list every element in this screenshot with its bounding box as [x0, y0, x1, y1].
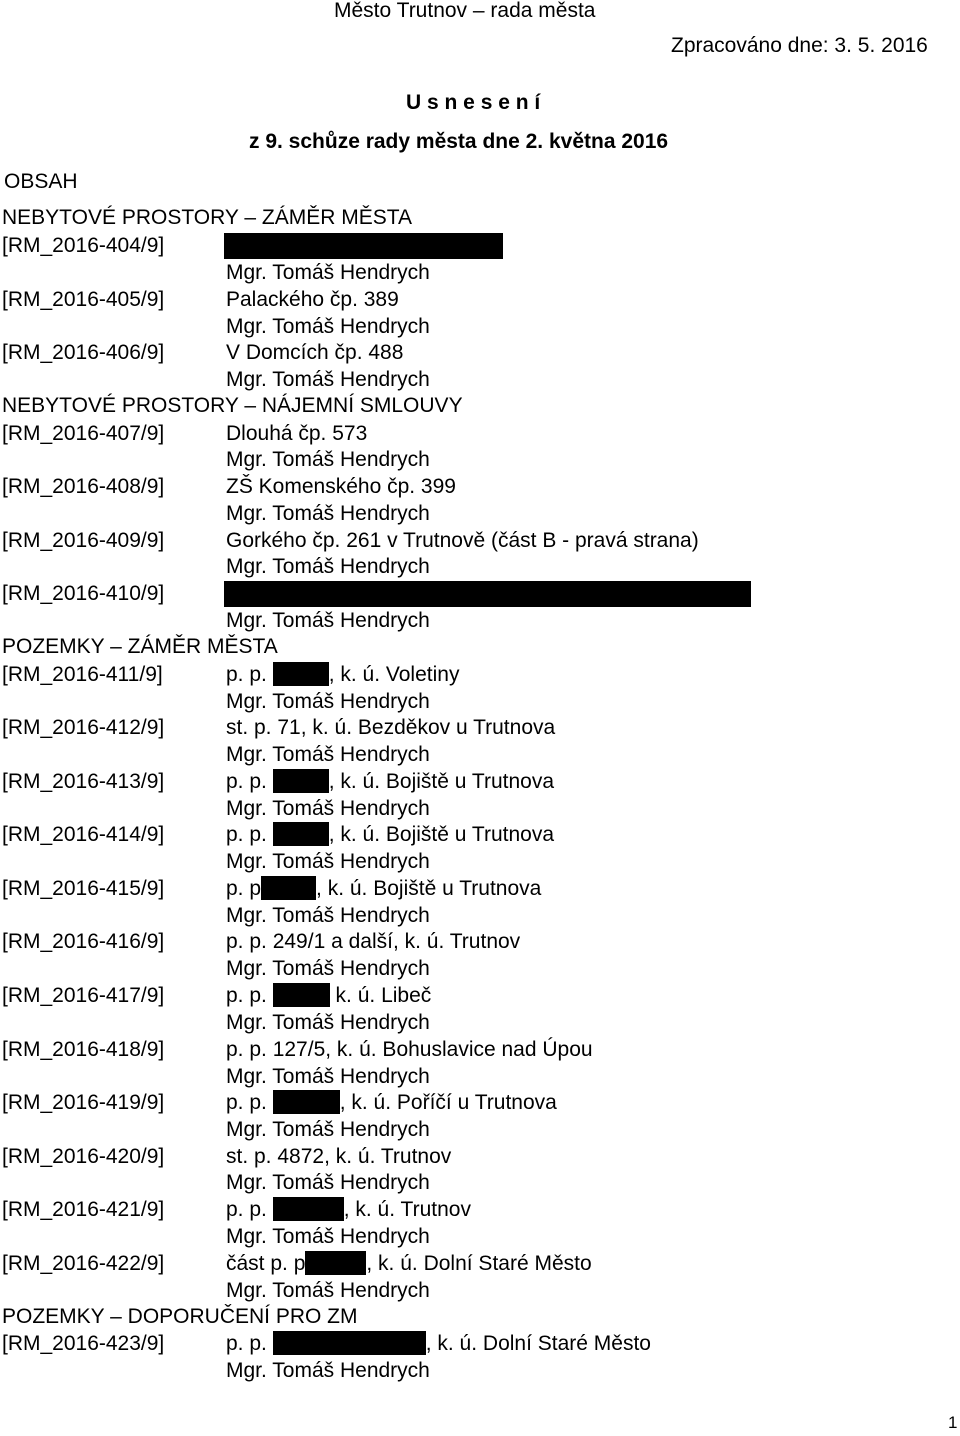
subject-suffix: , k. ú. Dolní Staré Město — [425, 1332, 651, 1355]
document-title: U s n e s e n í — [406, 91, 541, 114]
responsible-person: Mgr. Tomáš Hendrych — [226, 957, 430, 980]
responsible-person: Mgr. Tomáš Hendrych — [226, 797, 430, 820]
resolution-code: [RM_2016-415/9] — [2, 877, 165, 900]
subject-suffix: , k. ú. Bojiště u Trutnova — [316, 877, 542, 900]
subject-prefix: p. p. — [226, 770, 267, 793]
resolution-code: [RM_2016-409/9] — [2, 529, 165, 552]
section-heading: POZEMKY – DOPORUČENÍ PRO ZM — [2, 1305, 358, 1328]
section-heading: NEBYTOVÉ PROSTORY – NÁJEMNÍ SMLOUVY — [2, 394, 463, 417]
redaction — [273, 822, 329, 846]
resolution-subject: Palackého čp. 389 — [226, 288, 399, 311]
subject-prefix: p. p. — [226, 823, 267, 846]
resolution-code: [RM_2016-416/9] — [2, 930, 165, 953]
resolution-subject: p. p. 249/1 a další, k. ú. Trutnov — [226, 930, 521, 953]
redaction — [273, 1197, 344, 1221]
resolution-code: [RM_2016-421/9] — [2, 1198, 165, 1221]
page-number: 1 — [948, 1413, 958, 1432]
redaction — [273, 769, 329, 793]
redaction-block — [224, 233, 503, 259]
resolution-code: [RM_2016-423/9] — [2, 1332, 165, 1355]
redaction — [273, 662, 329, 686]
responsible-person: Mgr. Tomáš Hendrych — [226, 850, 430, 873]
subject-prefix: p. p — [226, 877, 262, 900]
redaction — [273, 983, 330, 1007]
subject-prefix: p. p. — [226, 984, 267, 1007]
section-heading: POZEMKY – ZÁMĚR MĚSTA — [2, 635, 278, 658]
redaction — [261, 876, 316, 900]
responsible-person: Mgr. Tomáš Hendrych — [226, 1359, 430, 1382]
subject-prefix: p. p. — [226, 1332, 267, 1355]
resolution-subject — [226, 1331, 651, 1357]
resolution-code: [RM_2016-405/9] — [2, 288, 165, 311]
resolution-subject: Gorkého čp. 261 v Trutnově (část B - pravá strana) — [226, 529, 699, 552]
resolution-subject — [226, 1251, 592, 1277]
responsible-person: Mgr. Tomáš Hendrych — [226, 315, 430, 338]
resolution-subject — [226, 662, 459, 688]
resolution-code: [RM_2016-413/9] — [2, 770, 165, 793]
redaction — [273, 1331, 426, 1355]
subject-suffix: , k. ú. Voletiny — [328, 663, 460, 686]
resolution-subject — [226, 769, 554, 795]
responsible-person: Mgr. Tomáš Hendrych — [226, 261, 430, 284]
responsible-person: Mgr. Tomáš Hendrych — [226, 1279, 430, 1302]
responsible-person: Mgr. Tomáš Hendrych — [226, 1118, 430, 1141]
resolution-subject: st. p. 71, k. ú. Bezděkov u Trutnova — [226, 716, 556, 739]
subject-prefix: p. p. — [226, 1198, 267, 1221]
resolution-subject — [226, 1090, 557, 1116]
subject-suffix: k. ú. Libeč — [329, 984, 432, 1007]
resolution-code: [RM_2016-411/9] — [2, 663, 163, 686]
responsible-person: Mgr. Tomáš Hendrych — [226, 904, 430, 927]
responsible-person: Mgr. Tomáš Hendrych — [226, 690, 430, 713]
resolution-code: [RM_2016-410/9] — [2, 582, 165, 605]
subject-prefix: p. p. — [226, 663, 267, 686]
document-subtitle: z 9. schůze rady města dne 2. května 2016 — [249, 130, 669, 153]
responsible-person: Mgr. Tomáš Hendrych — [226, 448, 430, 471]
resolution-subject: V Domcích čp. 488 — [226, 341, 404, 364]
resolution-code: [RM_2016-407/9] — [2, 422, 165, 445]
subject-suffix: , k. ú. Bojiště u Trutnova — [328, 823, 554, 846]
subject-prefix: část p. p — [226, 1252, 306, 1275]
resolution-code: [RM_2016-414/9] — [2, 823, 165, 846]
responsible-person: Mgr. Tomáš Hendrych — [226, 502, 430, 525]
responsible-person: Mgr. Tomáš Hendrych — [226, 368, 430, 391]
resolution-subject — [226, 876, 541, 902]
responsible-person: Mgr. Tomáš Hendrych — [226, 1065, 430, 1088]
resolution-code: [RM_2016-417/9] — [2, 984, 165, 1007]
resolution-code: [RM_2016-408/9] — [2, 475, 165, 498]
resolution-code: [RM_2016-412/9] — [2, 716, 165, 739]
responsible-person: Mgr. Tomáš Hendrych — [226, 555, 430, 578]
resolution-code: [RM_2016-418/9] — [2, 1038, 165, 1061]
resolution-code: [RM_2016-404/9] — [2, 234, 165, 257]
resolution-code: [RM_2016-419/9] — [2, 1091, 165, 1114]
subject-suffix: , k. ú. Bojiště u Trutnova — [328, 770, 554, 793]
resolution-code: [RM_2016-422/9] — [2, 1252, 165, 1275]
resolution-subject — [226, 822, 554, 848]
subject-prefix: p. p. — [226, 1091, 267, 1114]
resolution-subject: st. p. 4872, k. ú. Trutnov — [226, 1145, 452, 1168]
redaction — [305, 1251, 366, 1275]
processed-date: Zpracováno dne: 3. 5. 2016 — [671, 34, 928, 57]
subject-suffix: , k. ú. Poříčí u Trutnova — [339, 1091, 557, 1114]
org-header: Město Trutnov – rada města — [334, 0, 596, 22]
responsible-person: Mgr. Tomáš Hendrych — [226, 609, 430, 632]
responsible-person: Mgr. Tomáš Hendrych — [226, 1171, 430, 1194]
resolution-subject: p. p. 127/5, k. ú. Bohuslavice nad Úpou — [226, 1038, 593, 1061]
resolution-subject — [226, 983, 431, 1009]
subject-suffix: , k. ú. Dolní Staré Město — [366, 1252, 592, 1275]
resolution-subject: ZŠ Komenského čp. 399 — [226, 475, 456, 498]
section-heading: NEBYTOVÉ PROSTORY – ZÁMĚR MĚSTA — [2, 206, 412, 229]
contents-heading: OBSAH — [4, 170, 78, 193]
resolution-subject: Dlouhá čp. 573 — [226, 422, 368, 445]
redaction-block — [224, 581, 751, 607]
resolution-code: [RM_2016-406/9] — [2, 341, 165, 364]
resolution-subject — [226, 1197, 471, 1223]
subject-suffix: , k. ú. Trutnov — [343, 1198, 471, 1221]
responsible-person: Mgr. Tomáš Hendrych — [226, 1225, 430, 1248]
redaction — [273, 1090, 340, 1114]
resolution-code: [RM_2016-420/9] — [2, 1145, 165, 1168]
responsible-person: Mgr. Tomáš Hendrych — [226, 1011, 430, 1034]
responsible-person: Mgr. Tomáš Hendrych — [226, 743, 430, 766]
